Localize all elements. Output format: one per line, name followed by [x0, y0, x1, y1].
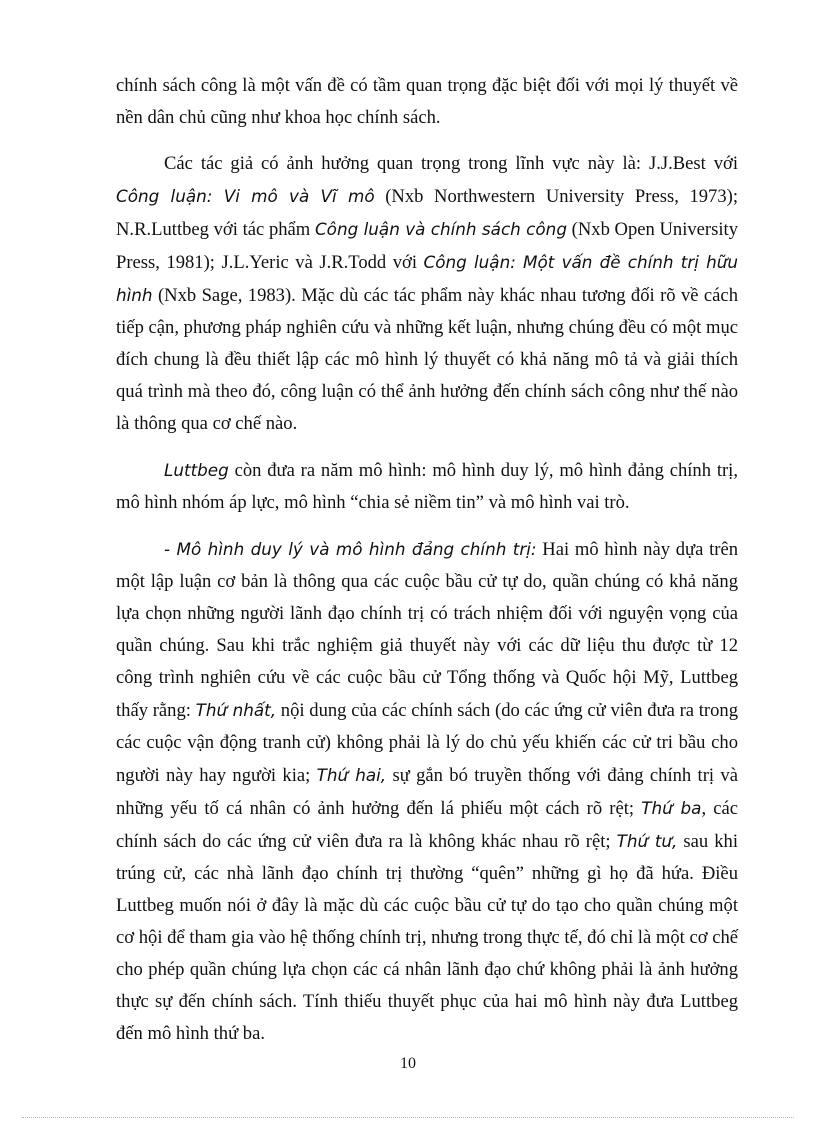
text-run: còn đưa ra năm mô hình: mô hình duy lý, mô hình đảng chính trị, mô hình nhóm áp lực, mô hình “chia sẻ niềm tin” và mô hình vai trò. — [116, 460, 738, 513]
author-name: Luttbeg — [164, 460, 229, 480]
text-run: Các tác giả có ảnh hưởng quan trọng trong lĩnh vực này là: J.J.Best với — [164, 153, 738, 174]
text-run: , các chính sách do các ứng cử viên đưa ra là không khác nhau rõ rệt; — [116, 798, 739, 852]
enumeration-term: Thứ nhất, — [195, 700, 277, 720]
book-title: Công luận và chính sách công — [314, 219, 567, 239]
paragraph-1 — [116, 70, 738, 134]
text-run: sự gắn bó truyền thống với đảng chính trị và những yếu tố cá nhân có ảnh hưởng đến lá phiếu một cách rõ rệt; — [116, 765, 738, 819]
paragraph-4 — [116, 533, 738, 1050]
text-run: chính sách công là một vấn đề có tầm quan trọng đặc biệt đối với mọi lý thuyết về nền dân chủ cũng như khoa học chính sách. — [116, 75, 738, 128]
book-title: Công luận: Vi mô và Vĩ mô — [116, 186, 375, 206]
book-title: Công luận: Một vấn đề chính trị hữu hình — [116, 252, 738, 305]
enumeration-term: Thứ hai, — [316, 765, 387, 785]
page-number: 10 — [400, 1055, 416, 1072]
text-run: (Nxb Open University Press, 1981); J.L.Yeric và J.R.Todd với — [116, 219, 738, 273]
text-run: Hai mô hình này dựa trên một lập luận cơ bản là thông qua các cuộc bầu cử tự do, quần chúng có khả năng lựa chọn những người lãnh đạo chính trị có trách nhiệm đối với nguyện vọng của quần chúng. Sau khi trắc nghiệm giả thuyết này với các dữ liệu thu được từ 12 công trình nghiên cứu về các cuộc bầu cử Tổng thống và Quốc hội Mỹ, Luttbeg thấy rằng: — [116, 539, 738, 721]
text-run: nội dung của các chính sách (do các ứng cử viên đưa ra trong các cuộc vận động tranh cử) không phải là lý do chủ yếu khiến các cử tri bầu cho người này hay người kia; — [116, 700, 738, 786]
paragraph-2 — [116, 148, 738, 440]
section-lead: - Mô hình duy lý và mô hình đảng chính trị: — [164, 539, 537, 559]
enumeration-term: Thứ tư, — [616, 831, 678, 851]
enumeration-term: Thứ ba — [641, 798, 702, 818]
page-bottom-divider — [22, 1117, 794, 1118]
text-run: (Nxb Sage, 1983). Mặc dù các tác phẩm này khác nhau tương đối rõ về cách tiếp cận, phương pháp nghiên cứu và những kết luận, nhưng chúng đều có một mục đích chung là đều thiết lập các mô hình lý thuyết có khả năng mô tả và giải thích quá trình mà theo đó, công luận có thể ảnh hưởng đến chính sách công như thế nào là thông qua cơ chế nào. — [116, 285, 738, 434]
body-text — [116, 70, 738, 1064]
paragraph-3 — [116, 454, 738, 519]
text-run: sau khi trúng cử, các nhà lãnh đạo chính trị thường “quên” những gì họ đã hứa. Điều Luttbeg muốn nói ở đây là mặc dù các cuộc bầu cử tự do tạo cho quần chúng một cơ hội để tham gia vào hệ thống chính trị, nhưng trong thực tế, đó chỉ là một cơ chế cho phép quần chúng lựa chọn các cá nhân lãnh đạo chứ không phải là ảnh hưởng thực sự đến chính sách. Tính thiếu thuyết phục của hai mô hình này đưa Luttbeg đến mô hình thứ ba. — [116, 831, 738, 1044]
text-run: (Nxb Northwestern University Press, 1973); N.R.Luttbeg với tác phẩm — [116, 186, 738, 240]
